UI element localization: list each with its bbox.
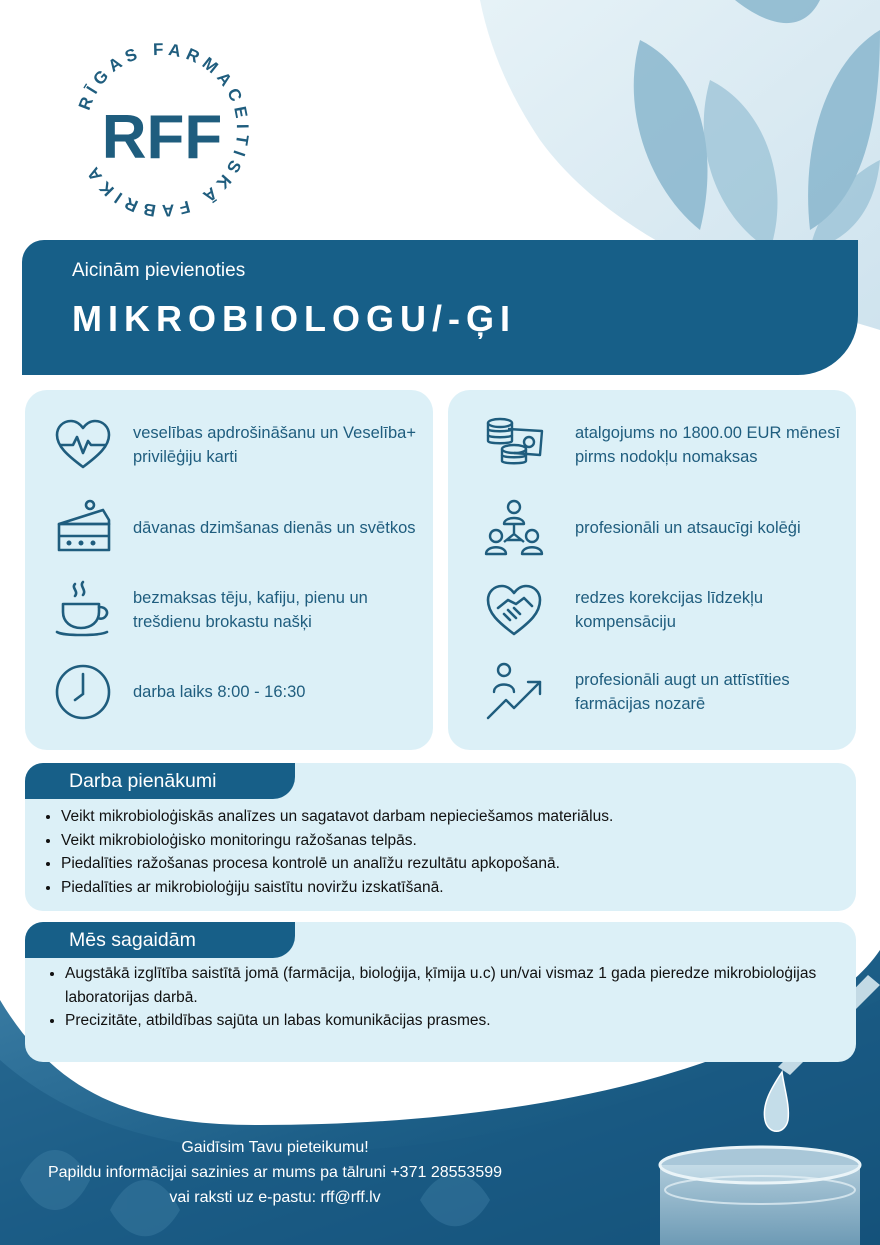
benefit-colleagues — [448, 498, 856, 558]
duties-heading: Darba pienākumi — [25, 763, 295, 799]
benefit-text: bezmaksas tēju, kafiju, pienu un trešdienu brokastu našķi — [133, 589, 368, 631]
heart-handshake-icon — [484, 580, 544, 640]
page-title: MIKROBIOLOGU/-ĢI — [72, 298, 516, 339]
footer-invite: Gaidīsim Tavu pieteikumu! — [181, 1139, 369, 1156]
heart-pulse-icon — [53, 415, 113, 475]
contact-footer — [0, 1135, 550, 1210]
money-icon — [484, 415, 544, 475]
benefit-working-hours — [25, 662, 433, 722]
list-item: • Augstākā izglītība saistītā jomā (farmācija, bioloģija, ķīmija u.c) un/vai vismaz 1 gada pieredze mikrobioloģijas laboratorijas darbā. — [65, 962, 835, 1009]
benefit-text: darba laiks 8:00 - 16:30 — [133, 683, 306, 701]
benefit-text: atalgojums no 1800.00 EUR mēnesī pirms nodokļu nomaksas — [575, 424, 841, 466]
team-icon — [484, 498, 544, 558]
clock-icon — [53, 662, 113, 722]
requirements-section — [25, 922, 856, 1062]
growth-icon — [484, 662, 544, 722]
benefit-text: profesionāli augt un attīstīties farmācijas nozarē — [575, 671, 790, 713]
cake-icon — [53, 498, 113, 558]
benefit-text: profesionāli un atsaucīgi kolēģi — [575, 519, 801, 537]
duties-section — [25, 763, 856, 911]
list-item: • Piedalīties ar mikrobioloģiju saistītu noviržu izskatīšanā. — [61, 876, 841, 900]
logo-ring-text: RĪGAS FARMACEITISKĀ FABRIKA — [74, 40, 252, 220]
list-item: • Precizitāte, atbildības sajūta un labas komunikācijas prasmes. — [65, 1009, 835, 1033]
requirements-heading: Mēs sagaidām — [25, 922, 295, 958]
list-item: • Veikt mikrobioloģiskās analīzes un sagatavot darbam nepieciešamos materiālus. — [61, 805, 841, 829]
footer-phone: Papildu informācijai sazinies ar mums pa tālruni +371 28553599 — [47, 1164, 503, 1181]
title-banner — [22, 240, 858, 375]
benefit-growth — [448, 662, 856, 722]
benefit-text: redzes korekcijas līdzekļu kompensāciju — [575, 589, 763, 631]
benefit-text: dāvanas dzimšanas dienās un svētkos — [133, 519, 416, 537]
requirements-list — [41, 962, 835, 1033]
benefit-health-insurance — [25, 415, 433, 475]
benefit-text: veselības apdrošināšanu un Veselība+ privilēģiju karti — [133, 424, 416, 466]
benefit-vision-compensation — [448, 580, 856, 640]
banner-pre-title: Aicinām pievienoties — [72, 260, 246, 281]
benefit-gifts — [25, 498, 433, 558]
list-item: • Piedalīties ražošanas procesa kontrolē un analīžu rezultātu apkopošanā. — [61, 852, 841, 876]
logo-monogram: RFF — [101, 103, 223, 172]
duties-list — [37, 805, 841, 899]
benefit-salary — [448, 415, 856, 475]
footer-email: vai raksti uz e-pastu: rff@rff.lv — [169, 1189, 381, 1206]
benefit-drinks — [25, 580, 433, 640]
coffee-cup-icon — [53, 580, 113, 640]
company-logo — [72, 40, 252, 220]
benefits-panel-right — [448, 390, 856, 750]
list-item: • Veikt mikrobioloģisko monitoringu ražošanas telpās. — [61, 829, 841, 853]
benefits-panel-left — [25, 390, 433, 750]
